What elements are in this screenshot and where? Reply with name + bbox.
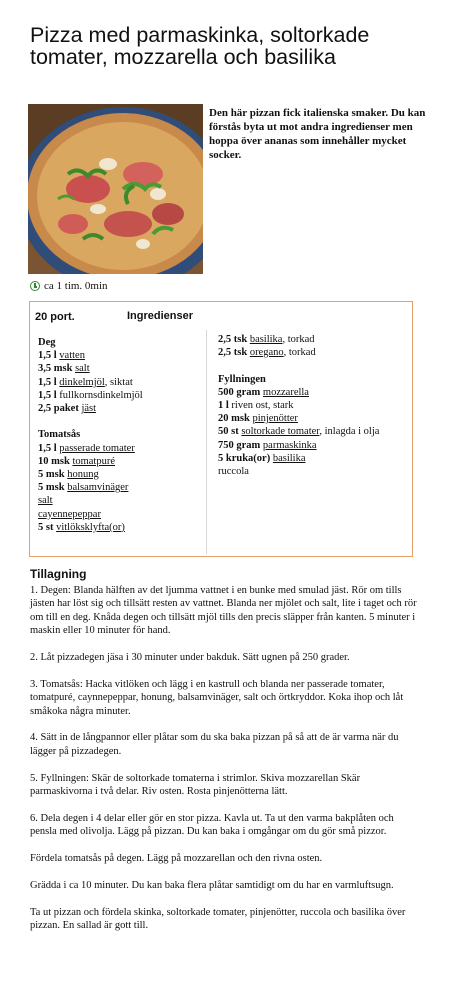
instruction-step: 3. Tomatsås: Hacka vitlöken och lägg i en kastrull och blanda ner passerade tomater, tomatpuré, caynnepeppar, honung, balsamvinäger, salt och örtkryddor. Koka ihop och låt småkoka några minuter. <box>30 678 404 717</box>
ingredient-amount: 10 msk <box>38 455 70 467</box>
ingredient-row <box>218 386 408 399</box>
ingredient-link[interactable]: soltorkade tomater <box>241 426 320 438</box>
ingredient-name: fullkornsdinkelmjöl <box>59 389 143 401</box>
ingredient-row <box>218 333 408 346</box>
ingredient-row <box>38 455 203 468</box>
instruction-step: 2. Låt pizzadegen jäsa i 30 minuter under bakduk. Sätt ugnen på 250 grader. <box>30 652 350 664</box>
ingredient-amount: 5 msk <box>38 482 65 494</box>
ingredient-row <box>38 349 203 362</box>
clock-icon <box>30 281 40 291</box>
ingredient-row <box>38 481 203 494</box>
ingredient-group-heading: Deg <box>38 337 56 348</box>
ingredient-group <box>38 336 203 415</box>
ingredient-row <box>38 389 203 402</box>
ingredient-amount: 3,5 msk <box>38 363 73 375</box>
ingredient-link[interactable]: basilika <box>272 452 306 464</box>
instruction-step: 1. Degen: Blanda hälften av det ljumma vattnet i en bunke med smulad jäst. Rör om tills jästen har löst sig och tillsätt resten av vattnet. Blanda ner mjölet och salt, lite i taget och rör om till en deg. Knåda degen och tillsätt mjöl tills den precis släpper från kanten. 5 minuter i maskin eller 10 minuter för hand. <box>30 585 417 637</box>
portions-label: 20 port. <box>35 311 75 323</box>
ingredient-note: , siktat <box>104 376 133 388</box>
ingredient-note: , inlagda i olja <box>319 426 380 438</box>
ingredient-row <box>218 346 408 359</box>
cooking-time <box>30 280 108 292</box>
ingredient-amount: 1,5 l <box>38 389 57 401</box>
ingredient-row <box>218 452 408 465</box>
ingredient-row <box>38 521 203 534</box>
instruction-step: 5. Fyllningen: Skär de soltorkade tomaterna i strimlor. Skiva mozzarellan Skär parmaskivorna i två delar. Riv osten. Rosta pinjenötterna lätt. <box>30 772 361 798</box>
ingredient-row <box>38 508 203 521</box>
ingredient-row <box>38 402 203 415</box>
ingredient-group <box>38 428 203 534</box>
ingredient-link[interactable]: mozzarella <box>262 386 309 398</box>
ingredient-row <box>218 465 408 478</box>
ingredient-name: ruccola <box>218 466 249 478</box>
ingredient-name: riven ost, stark <box>231 400 294 411</box>
ingredient-link[interactable]: jäst <box>81 403 97 415</box>
ingredient-row <box>218 412 408 425</box>
ingredients-heading: Ingredienser <box>127 310 194 322</box>
ingredient-amount: 2,5 tsk <box>218 347 248 359</box>
ingredient-amount: 2,5 tsk <box>218 334 248 345</box>
ingredient-link[interactable]: parmaskinka <box>262 439 317 451</box>
pizza-photo <box>28 104 203 274</box>
ingredient-group-heading: Fyllningen <box>218 373 266 385</box>
instruction-step: Grädda i ca 10 minuter. Du kan baka flera plåtar samtidigt om du har en varmluftsugn. <box>30 879 394 891</box>
ingredient-group <box>218 333 408 359</box>
ingredient-link[interactable]: honung <box>67 469 99 481</box>
ingredients-box <box>29 301 413 557</box>
ingredient-row <box>38 376 203 389</box>
ingredient-amount: 1,5 l <box>38 376 57 388</box>
ingredient-note: , torkad <box>283 347 316 359</box>
ingredient-row <box>38 362 203 375</box>
ingredient-amount: 1 l <box>218 400 229 411</box>
ingredient-row <box>218 439 408 452</box>
ingredient-amount: 5 msk <box>38 469 65 481</box>
ingredient-link[interactable]: vitlöksklyfta(or) <box>56 521 125 533</box>
instruction-step: Fördela tomatsås på degen. Lägg på mozzarellan och den rivna osten. <box>30 853 323 865</box>
ingredient-amount: 50 st <box>218 426 239 438</box>
ingredient-row <box>218 425 408 438</box>
column-divider <box>206 330 207 554</box>
instructions-list <box>30 584 422 946</box>
cooking-time-value: ca 1 tim. 0min <box>44 280 108 292</box>
instruction-step: 4. Sätt in de långpannor eller plåtar som du ska baka pizzan på så att de är varma när du lägger på pizzadegen. <box>30 732 399 757</box>
ingredient-row <box>38 468 203 481</box>
ingredient-row <box>38 442 203 455</box>
ingredient-amount: 1,5 l <box>38 350 57 362</box>
ingredient-link[interactable]: oregano <box>249 347 284 359</box>
ingredient-link[interactable]: salt <box>38 495 53 507</box>
ingredient-link[interactable]: cayennepeppar <box>38 508 101 520</box>
ingredient-link[interactable]: vatten <box>59 350 85 362</box>
ingredients-column-left <box>38 336 203 534</box>
ingredient-amount: 1,5 l <box>38 442 57 454</box>
instruction-step: 6. Dela degen i 4 delar eller gör en stor pizza. Kavla ut. Ta ut den varma bakplåten och pensla med olivolja. Lägg på pizzan. Du kan baka i omgångar om du gör små pizzor. <box>30 812 394 838</box>
ingredient-amount: 500 gram <box>218 386 261 398</box>
instruction-step: Ta ut pizzan och fördela skinka, soltorkade tomater, pinjenötter, ruccola och basilika över pizzan. En sallad är gott till. <box>30 906 406 932</box>
ingredient-amount: 5 st <box>38 521 54 533</box>
ingredient-amount: 2,5 paket <box>38 403 79 415</box>
ingredient-group <box>218 373 408 479</box>
ingredient-link[interactable]: passerade tomater <box>59 442 135 454</box>
ingredient-row <box>38 494 203 507</box>
ingredients-column-right <box>218 333 408 478</box>
ingredient-amount: 5 kruka(or) <box>218 452 271 464</box>
ingredient-group-heading: Tomatsås <box>38 429 81 441</box>
ingredient-amount: 750 gram <box>218 439 261 451</box>
instructions-title: Tillagning <box>30 567 87 581</box>
ingredient-link[interactable]: dinkelmjöl <box>59 376 105 388</box>
ingredient-amount: 20 msk <box>218 413 250 425</box>
ingredient-link[interactable]: salt <box>75 363 90 375</box>
ingredient-link[interactable]: pinjenötter <box>252 413 298 425</box>
recipe-title: Pizza med parmaskinka, soltorkade tomater, mozzarella och basilika <box>30 23 370 69</box>
ingredient-row <box>218 399 408 412</box>
ingredient-note: , torkad <box>282 334 315 345</box>
recipe-intro: Den här pizzan fick italienska smaker. Du kan förstås byta ut mot andra ingredienser men hoppa över ananas som innehåller mycket socker. <box>209 107 426 161</box>
ingredient-link[interactable]: basilika <box>249 334 283 345</box>
ingredient-link[interactable]: balsamvinäger <box>67 482 129 494</box>
ingredient-link[interactable]: tomatpuré <box>72 455 116 467</box>
